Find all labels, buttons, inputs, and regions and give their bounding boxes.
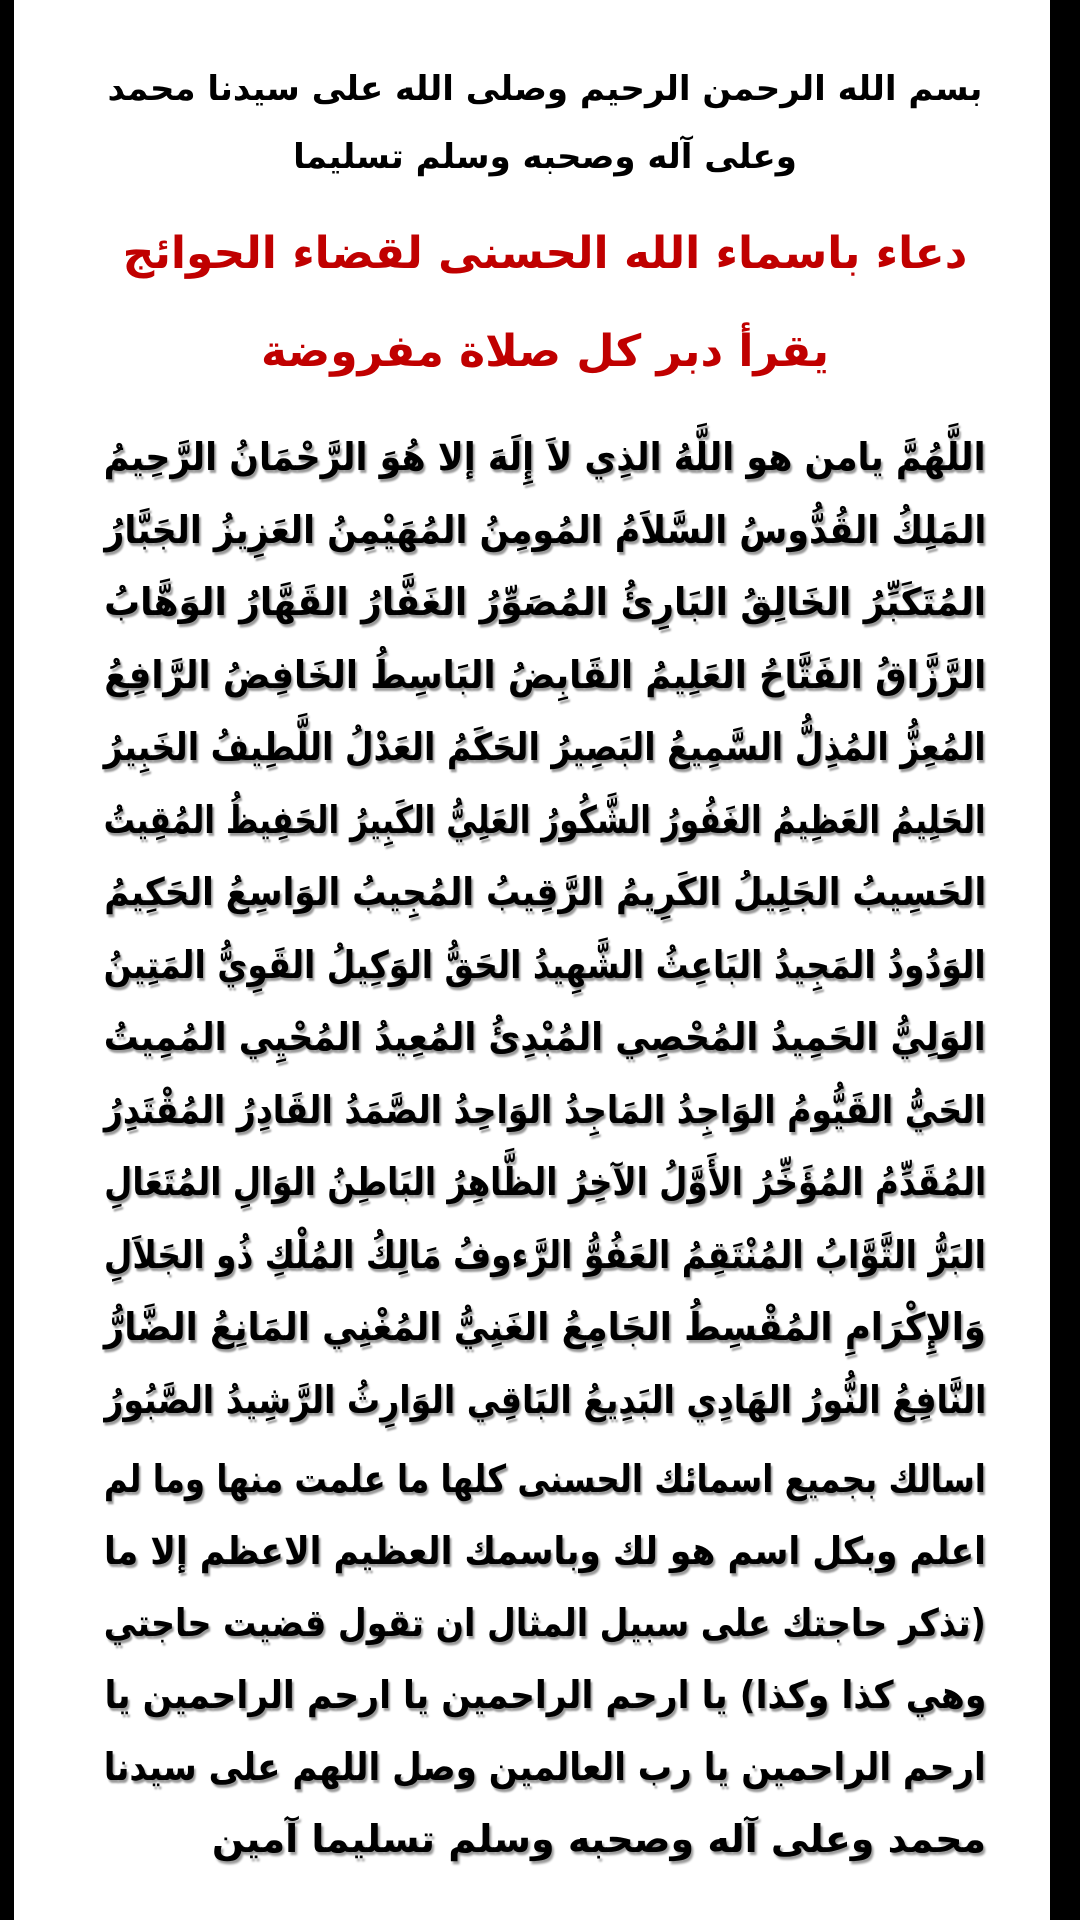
names-line: الحَسِيبُ الجَلِيلُ الكَرِيمُ الرَّقِيبُ المُجِيبُ الوَاسِعُ الحَكِيمُ	[104, 870, 986, 914]
title-line-1: دعاء باسماء الله الحسنى لقضاء الحوائج	[122, 228, 968, 279]
title-line-2: يقرأ دبر كل صلاة مفروضة	[261, 326, 829, 377]
basmala-line-1: بسم الله الرحمن الرحيم وصلى الله على سيدنا محمد	[107, 69, 983, 109]
names-line: النَّافِعُ النُّورُ الهَادِي البَدِيعُ البَاقِي الوَارِثُ الرَّشِيدُ الصَّبُورُ	[104, 1377, 986, 1422]
prayer-page	[14, 0, 1050, 1920]
names-line: الوَلِيُّ الحَمِيدُ المُحْصِي المُبْدِئُ المُعِيدُ المُحْيِي المُمِيتُ	[104, 1015, 986, 1059]
closing-line: (تذكر حاجتك على سبيل المثال ان تقول قضيت حاجتي	[104, 1601, 986, 1645]
names-line: اللَّهُمَّ يامن هو اللَّهُ الذِي لاَ إِلَهَ إلا هُوَ الرَّحْمَانُ الرَّحِيمُ	[104, 435, 986, 479]
names-line: البَرُّ التَّوَّابُ المُنْتَقِمُ العَفُوُّ الرَّءوفُ مَالِكُ المُلْكِ ذُو الجَلاَلِ	[104, 1232, 986, 1277]
names-line: الحَيُّ القَيُّومُ الوَاجِدُ المَاجِدُ الوَاحِدُ الصَّمَدُ القَادِرُ المُقْتَدِرُ	[104, 1087, 986, 1132]
closing-line: اعلم وبكل اسم هو لك وباسمك العظيم الاعظم إلا ما	[104, 1529, 986, 1573]
closing-line: وهي كذا وكذا) يا ارحم الراحمين يا ارحم الراحمين يا	[104, 1673, 986, 1717]
names-line: الوَدُودُ المَجِيدُ البَاعِثُ الشَّهِيدُ الحَقُّ الوَكِيلُ القَوِيُّ المَتِينُ	[104, 942, 986, 987]
names-line: المُتَكَبِّرُ الخَالِقُ البَارِئُ المُصَوِّرُ الغَفَّارُ القَهَّارُ الوَهَّابُ	[104, 580, 986, 624]
closing-line: اسالك بجميع اسمائك الحسنى كلها ما علمت منها وما لم	[104, 1457, 986, 1501]
names-line: وَالإِكْرَامِ المُقْسِطُ الجَامِعُ الغَنِيُّ المُغْنِي المَانِعُ الضَّارُّ	[104, 1305, 986, 1349]
names-line: الحَلِيمُ العَظِيمُ الغَفُورُ الشَّكُورُ العَلِيُّ الكَبِيرُ الحَفِيظُ المُقِيتُ	[104, 797, 986, 842]
basmala-line-2: وعلى آله وصحبه وسلم تسليما	[293, 137, 797, 177]
closing-line: ارحم الراحمين يا رب العالمين وصل اللهم على سيدنا	[104, 1745, 986, 1789]
names-line: الرَّزَّاقُ الفَتَّاحُ العَلِيمُ القَابِضُ البَاسِطُ الخَافِضُ الرَّافِعُ	[104, 652, 986, 697]
names-line: المَلِكُ القُدُّوسُ السَّلاَمُ المُومِنُ المُهَيْمِنُ العَزِيزُ الجَبَّارُ	[104, 507, 986, 552]
closing-line: محمد وعلى آله وصحبه وسلم تسليما آمين	[211, 1817, 986, 1861]
names-line: المُعِزُّ المُذِلُّ السَّمِيعُ البَصِيرُ الحَكَمُ العَدْلُ اللَّطِيفُ الخَبِيرُ	[104, 725, 986, 769]
names-line: المُقَدِّمُ المُؤَخِّرُ الأَوَّلُ الآخِرُ الظَّاهِرُ البَاطِنُ الوَالِ المُتَعَالِ	[104, 1160, 986, 1204]
